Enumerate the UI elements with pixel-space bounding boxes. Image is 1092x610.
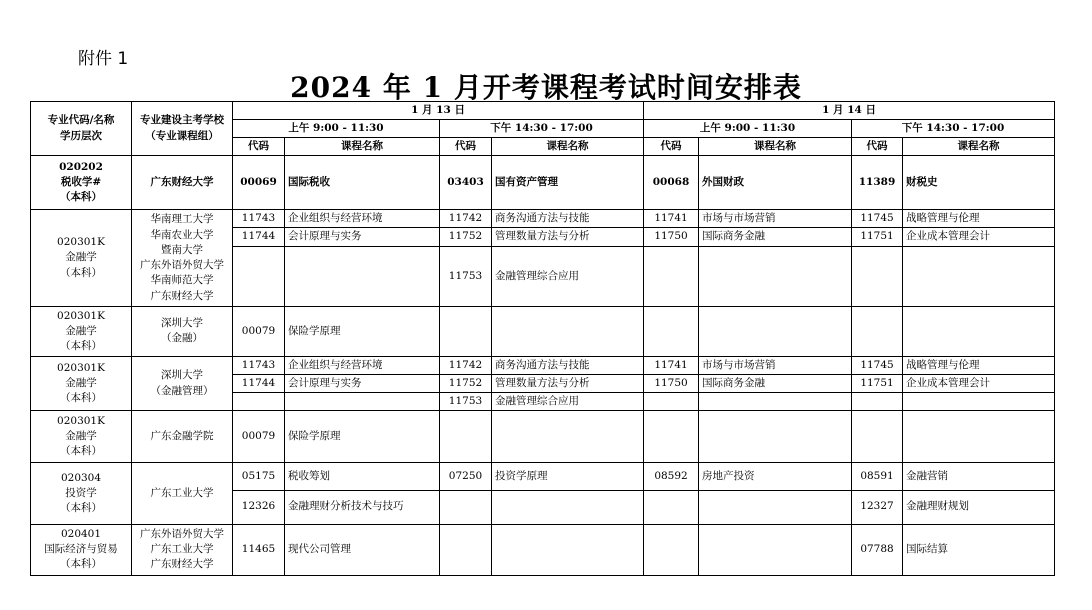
school-cell: 广东工业大学: [132, 463, 233, 524]
course-code: 11741: [644, 356, 699, 374]
course-code: [852, 246, 903, 306]
course-name: [699, 306, 852, 356]
course-code: [233, 246, 285, 306]
course-name: 现代公司管理: [285, 524, 440, 575]
course-name: 国际商务金融: [699, 228, 852, 246]
course-name: [492, 524, 644, 575]
school-cell: 深圳大学 （金融管理）: [132, 356, 233, 410]
course-code: 05175: [233, 463, 285, 490]
course-name: 房地产投资: [699, 463, 852, 490]
header-code: 代码: [644, 138, 699, 156]
course-code: 11465: [233, 524, 285, 575]
course-code: 00069: [233, 156, 285, 210]
course-name: 企业成本管理会计: [903, 228, 1055, 246]
table-row: [31, 411, 1055, 463]
exam-schedule-table: [30, 101, 1055, 576]
course-name: 金融营销: [903, 463, 1055, 490]
course-code: [852, 393, 903, 411]
course-name: [903, 393, 1055, 411]
course-code: 11743: [233, 356, 285, 374]
course-name: 国际税收: [285, 156, 440, 210]
course-code: 00079: [233, 411, 285, 463]
course-name: 管理数量方法与分析: [492, 375, 644, 393]
course-name: [285, 393, 440, 411]
course-name: [699, 411, 852, 463]
table-row: [31, 524, 1055, 575]
header-day1-pm: 下午 14:30 - 17:00: [440, 120, 644, 138]
school-cell: 华南理工大学 华南农业大学 暨南大学 广东外语外贸大学 华南师范大学 广东财经大学: [132, 210, 233, 306]
course-code: 11744: [233, 375, 285, 393]
course-code: 11741: [644, 210, 699, 228]
course-name: 战略管理与伦理: [903, 356, 1055, 374]
course-code: 11389: [852, 156, 903, 210]
header-code: 代码: [440, 138, 492, 156]
course-code: 11753: [440, 246, 492, 306]
course-name: [903, 246, 1055, 306]
major-cell: 020301K 金融学 （本科）: [31, 306, 132, 356]
course-code: [440, 524, 492, 575]
course-name: 会计原理与实务: [285, 375, 440, 393]
course-name: 国有资产管理: [492, 156, 644, 210]
course-name: 外国财政: [699, 156, 852, 210]
course-code: 00068: [644, 156, 699, 210]
course-name: 管理数量方法与分析: [492, 228, 644, 246]
header-day-1: 1 月 13 日: [233, 102, 644, 120]
course-name: [699, 393, 852, 411]
course-code: 11752: [440, 375, 492, 393]
course-code: [644, 490, 699, 524]
course-name: [699, 246, 852, 306]
course-name: 商务沟通方法与技能: [492, 210, 644, 228]
course-name: 商务沟通方法与技能: [492, 356, 644, 374]
header-day1-am: 上午 9:00 - 11:30: [233, 120, 440, 138]
course-code: [852, 411, 903, 463]
page-title: 2024 年 1 月开考课程考试时间安排表: [290, 71, 802, 104]
header-name: 课程名称: [492, 138, 644, 156]
school-cell: 广东金融学院: [132, 411, 233, 463]
course-name: [903, 411, 1055, 463]
course-code: 00079: [233, 306, 285, 356]
course-code: 11745: [852, 356, 903, 374]
course-name: 财税史: [903, 156, 1055, 210]
course-code: 07788: [852, 524, 903, 575]
major-cell: 020301K 金融学 （本科）: [31, 356, 132, 410]
course-code: [440, 490, 492, 524]
table-row: [31, 356, 1055, 374]
course-name: [492, 306, 644, 356]
course-name: 市场与市场营销: [699, 356, 852, 374]
header-major: 专业代码/名称 学历层次: [31, 102, 132, 156]
course-name: 企业成本管理会计: [903, 375, 1055, 393]
table-row: [31, 156, 1055, 210]
course-code: [440, 306, 492, 356]
course-name: 会计原理与实务: [285, 228, 440, 246]
course-code: 07250: [440, 463, 492, 490]
major-cell: 020304 投资学 （本科）: [31, 463, 132, 524]
major-cell: 020202 税收学# （本科）: [31, 156, 132, 210]
course-name: 金融管理综合应用: [492, 246, 644, 306]
course-code: [644, 306, 699, 356]
course-code: 11751: [852, 228, 903, 246]
major-cell: 020301K 金融学 （本科）: [31, 411, 132, 463]
attachment-label: 附件 1: [78, 49, 129, 69]
course-code: [644, 393, 699, 411]
course-name: 企业组织与经营环境: [285, 210, 440, 228]
course-code: 11742: [440, 210, 492, 228]
course-code: [644, 246, 699, 306]
course-name: 投资学原理: [492, 463, 644, 490]
course-name: 金融理财分析技术与技巧: [285, 490, 440, 524]
course-code: 11743: [233, 210, 285, 228]
header-code: 代码: [233, 138, 285, 156]
header-day2-pm: 下午 14:30 - 17:00: [852, 120, 1055, 138]
course-name: [699, 490, 852, 524]
course-name: 国际结算: [903, 524, 1055, 575]
course-name: 金融理财规划: [903, 490, 1055, 524]
course-code: 11751: [852, 375, 903, 393]
course-name: 企业组织与经营环境: [285, 356, 440, 374]
header-name: 课程名称: [699, 138, 852, 156]
table-row: [31, 306, 1055, 356]
header-name: 课程名称: [285, 138, 440, 156]
school-cell: 广东财经大学: [132, 156, 233, 210]
course-name: [903, 306, 1055, 356]
course-code: 12327: [852, 490, 903, 524]
course-code: 11750: [644, 228, 699, 246]
course-code: 11742: [440, 356, 492, 374]
header-code: 代码: [852, 138, 903, 156]
course-code: 11753: [440, 393, 492, 411]
course-name: 保险学原理: [285, 306, 440, 356]
course-code: 08591: [852, 463, 903, 490]
school-cell: 深圳大学 （金融）: [132, 306, 233, 356]
table-row: [31, 463, 1055, 490]
course-name: 市场与市场营销: [699, 210, 852, 228]
course-name: 保险学原理: [285, 411, 440, 463]
course-code: 12326: [233, 490, 285, 524]
course-name: 国际商务金融: [699, 375, 852, 393]
table-row: [31, 210, 1055, 228]
course-code: [644, 524, 699, 575]
course-name: 金融管理综合应用: [492, 393, 644, 411]
course-code: 11745: [852, 210, 903, 228]
course-code: 08592: [644, 463, 699, 490]
course-name: 战略管理与伦理: [903, 210, 1055, 228]
major-cell: 020301K 金融学 （本科）: [31, 210, 132, 306]
course-code: [852, 306, 903, 356]
school-cell: 广东外语外贸大学 广东工业大学 广东财经大学: [132, 524, 233, 575]
course-name: [699, 524, 852, 575]
header-school: 专业建设主考学校 （专业课程组）: [132, 102, 233, 156]
header-name: 课程名称: [903, 138, 1055, 156]
course-code: [644, 411, 699, 463]
course-code: 11752: [440, 228, 492, 246]
course-code: [233, 393, 285, 411]
course-name: [285, 246, 440, 306]
header-day2-am: 上午 9:00 - 11:30: [644, 120, 852, 138]
course-name: [492, 411, 644, 463]
course-name: [492, 490, 644, 524]
course-code: 03403: [440, 156, 492, 210]
course-code: 11750: [644, 375, 699, 393]
course-code: [440, 411, 492, 463]
course-name: 税收筹划: [285, 463, 440, 490]
header-day-2: 1 月 14 日: [644, 102, 1055, 120]
major-cell: 020401 国际经济与贸易 （本科）: [31, 524, 132, 575]
course-code: 11744: [233, 228, 285, 246]
